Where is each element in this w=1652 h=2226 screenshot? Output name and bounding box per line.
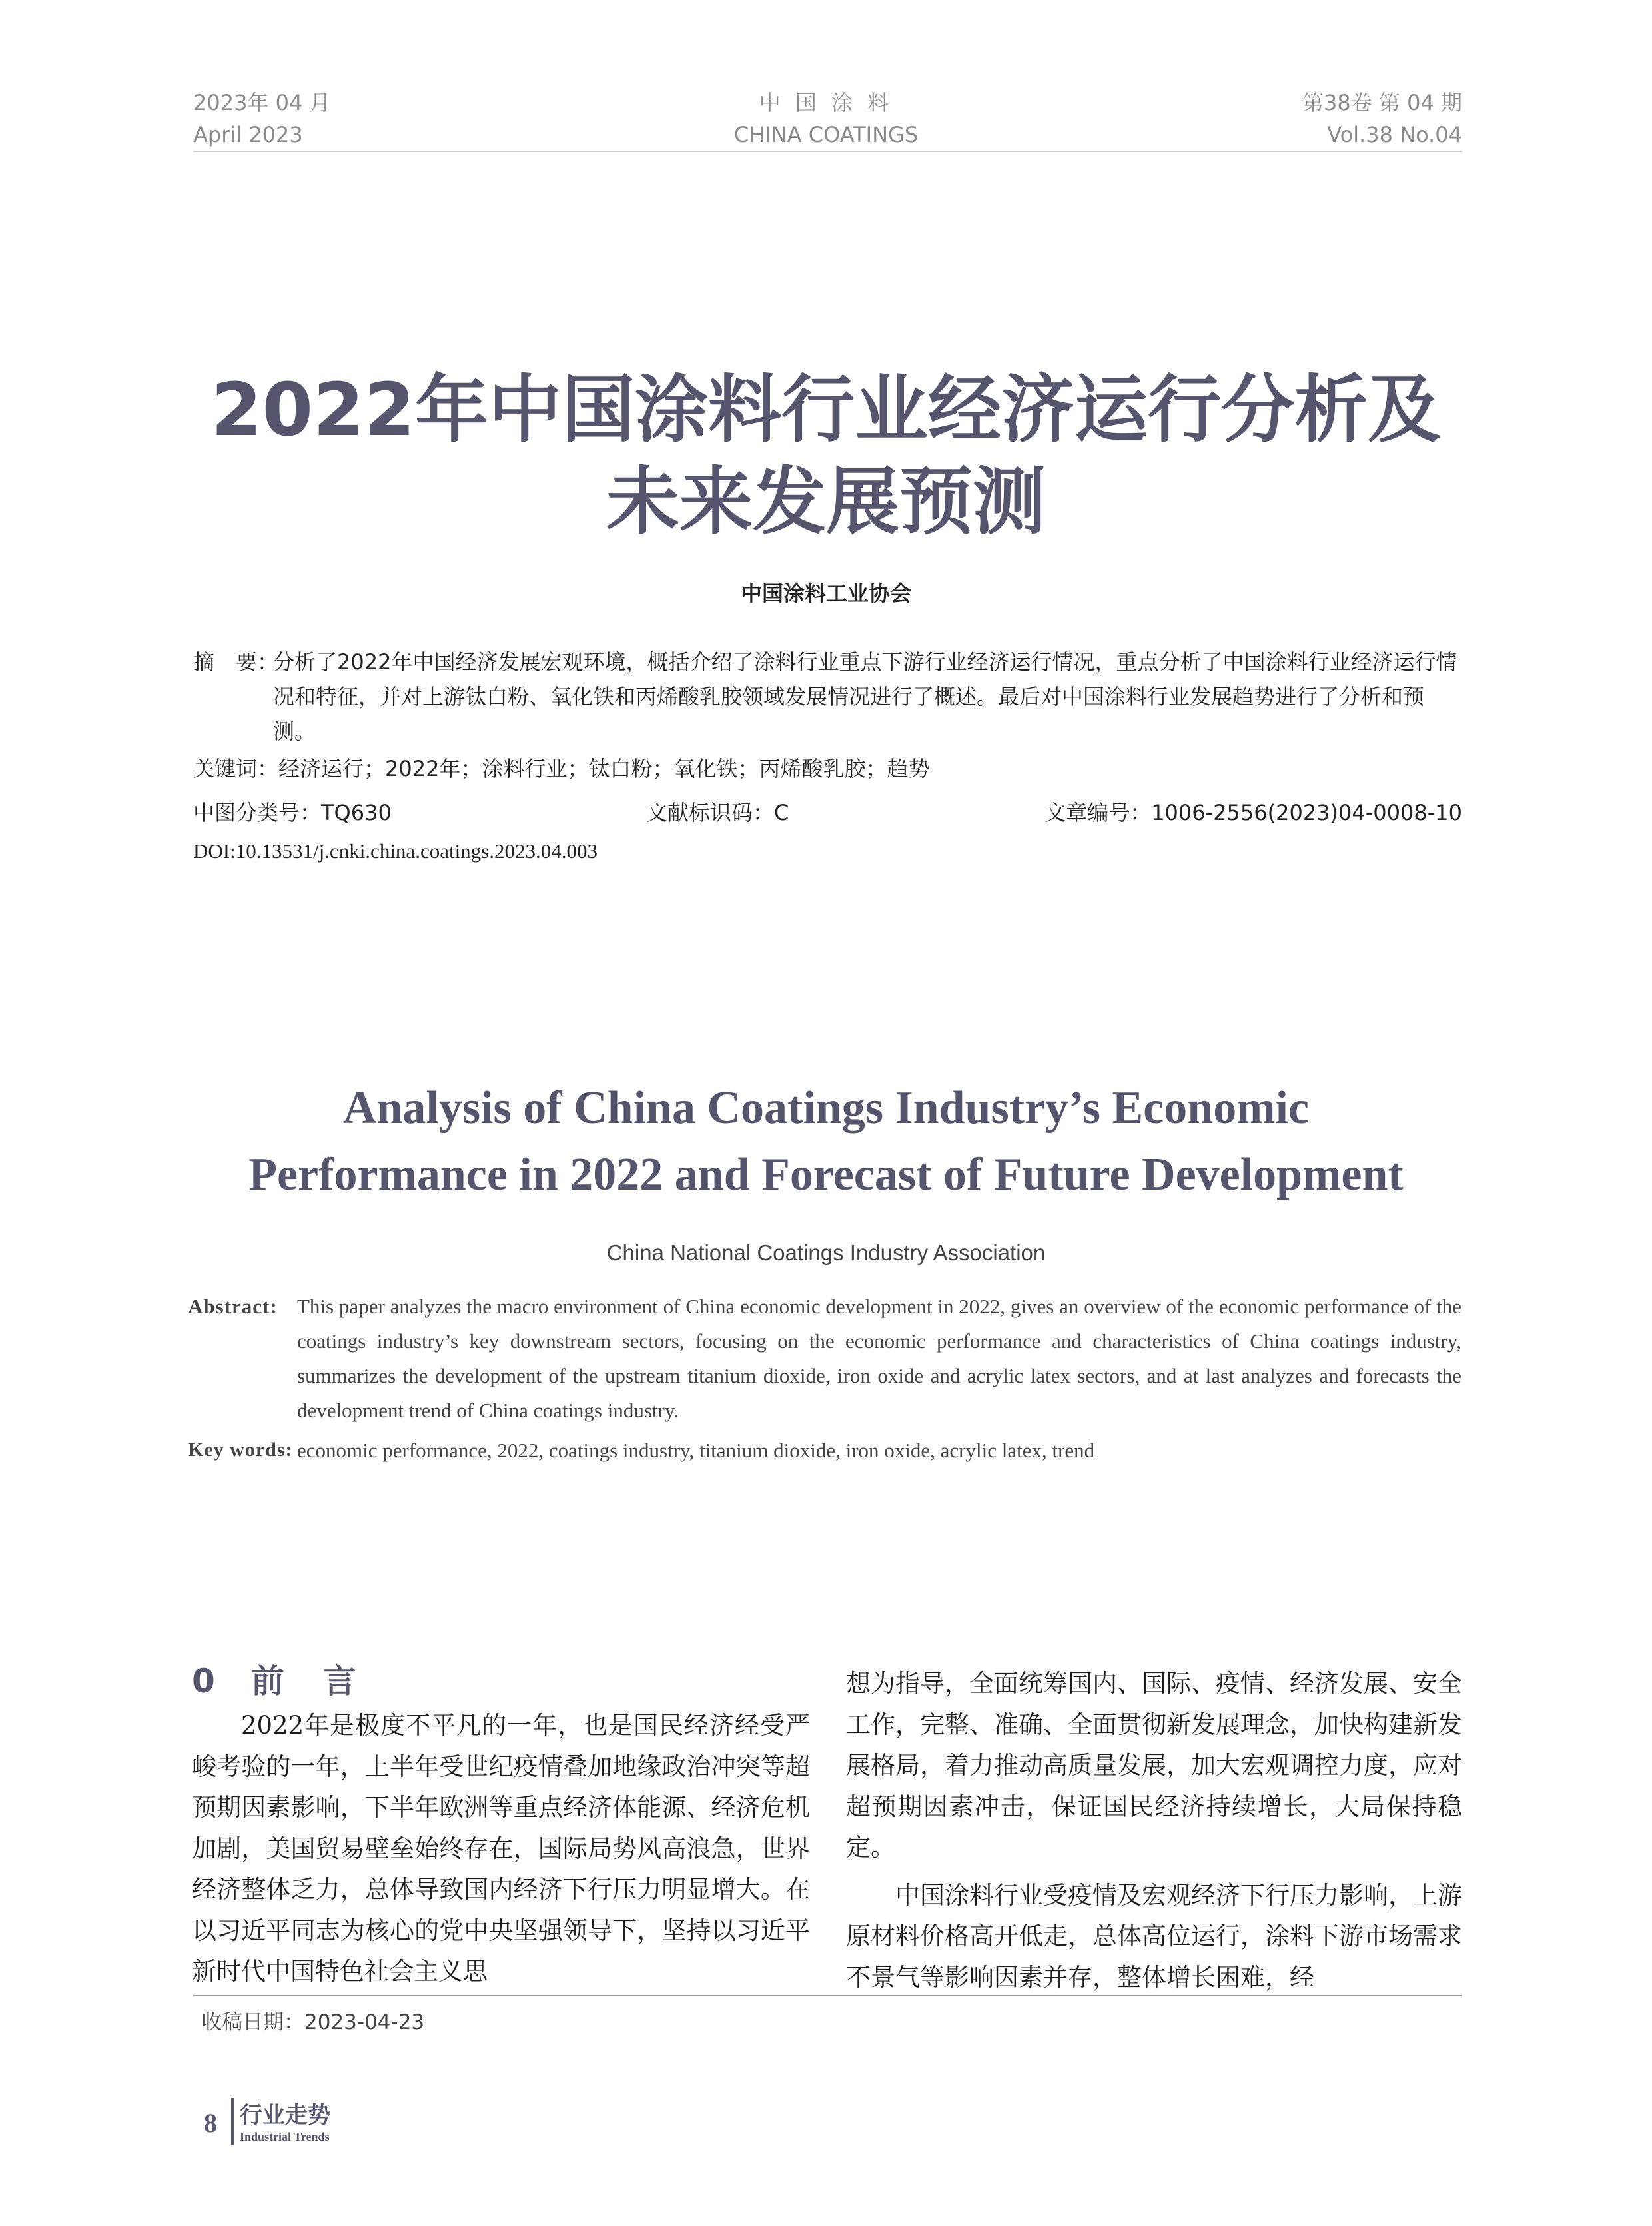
- title-en-line2: Performance in 2022 and Forecast of Future Development: [248, 1149, 1404, 1200]
- header-volume-cn: 第38卷 第 04 期: [1302, 90, 1462, 115]
- header-date-cn: 2023年 04 月: [193, 90, 331, 115]
- footer-section-cn: 行业走势: [240, 2102, 330, 2129]
- keywords-cn-text: 经济运行；2022年；涂料行业；钛白粉；氧化铁；丙烯酸乳胶；趋势: [278, 756, 930, 781]
- received-date: 收稿日期：2023-04-23: [201, 2010, 425, 2034]
- section-title: 前 言: [250, 1662, 359, 1700]
- title-cn-line1: 2022年中国涂料行业经济运行分析及: [210, 367, 1442, 452]
- clc-number: 中图分类号：TQ630: [193, 800, 392, 825]
- body-paragraph: 中国涂料行业受疫情及宏观经济下行压力影响，上游原材料价格高开低走，总体高位运行，涂料下游市场需求不景气等影响因素并存，整体增长困难，经: [846, 1880, 1462, 1992]
- article-number: 文章编号：1006-2556(2023)04-0008-10: [1044, 800, 1462, 825]
- title-cn-line2: 未来发展预测: [606, 459, 1046, 544]
- header-journal-cn: 中 国 涂 料: [759, 90, 893, 115]
- header-date-en: April 2023: [193, 122, 303, 147]
- abstract-en-text: This paper analyzes the macro environment of China economic development in 2022, gives an overview of the economic performance of the coatings industry’s key downstream sectors, focusing on the economic performance and characteristics of China coatings industry, summarizes the development of the upstream titanium dioxide, iron oxide and acrylic latex sectors, and at last analyzes and forecasts the development trend of China coatings industry.: [297, 1295, 1461, 1422]
- author-cn: 中国涂料工业协会: [740, 581, 911, 606]
- body-right-column: [846, 1663, 1462, 1998]
- body-left-column: [192, 1705, 810, 1992]
- header-volume-en: Vol.38 No.04: [1327, 122, 1462, 147]
- header-rule: [193, 151, 1462, 152]
- keywords-en-text: economic performance, 2022, coatings industry, titanium dioxide, iron oxide, acrylic latex, trend: [297, 1439, 1095, 1462]
- footer-section-en: Industrial Trends: [240, 2130, 330, 2143]
- footer-divider: [231, 2098, 234, 2145]
- title-en-line1: Analysis of China Coatings Industry’s Economic: [342, 1082, 1310, 1134]
- page-number: 8: [204, 2108, 217, 2138]
- keywords-cn: [193, 753, 929, 785]
- body-paragraph: 想为指导，全面统筹国内、国际、疫情、经济发展、安全工作，完整、准确、全面贯彻新发展理念，加快构建新发展格局，着力推动高质量发展，加大宏观调控力度，应对超预期因素冲击，保证国民经济持续增长，大局保持稳定。: [846, 1669, 1462, 1862]
- header-journal-en: CHINA COATINGS: [733, 122, 919, 147]
- abstract-en-label: Abstract:: [188, 1295, 278, 1318]
- abstract-cn-text: 分析了2022年中国经济发展宏观环境，概括介绍了涂料行业重点下游行业经济运行情况，重点分析了中国涂料行业经济运行情况和特征，并对上游钛白粉、氧化铁和丙烯酸乳胶领域发展情况进行了概述。最后对中国涂料行业发展趋势进行了分析和预测。: [273, 649, 1457, 744]
- section-heading: [192, 1655, 359, 1702]
- footnote-rule: [193, 1995, 1462, 1996]
- keywords-en-label: Key words:: [188, 1439, 293, 1461]
- doi: DOI:10.13531/j.cnki.china.coatings.2023.04.003: [193, 839, 598, 863]
- document-code: 文献标识码：C: [646, 800, 789, 825]
- body-paragraph: 2022年是极度不平凡的一年，也是国民经济经受严峻考验的一年，上半年受世纪疫情叠加地缘政治冲突等超预期因素影响，下半年欧洲等重点经济体能源、经济危机加剧，美国贸易壁垒始终存在，国际局势风高浪急，世界经济整体乏力，总体导致国内经济下行压力明显增大。在以习近平同志为核心的党中央坚强领导下，坚持以习近平新时代中国特色社会主义思: [192, 1711, 810, 1986]
- author-en: China National Coatings Industry Association: [606, 1240, 1046, 1265]
- keywords-cn-label: 关键词：: [193, 756, 279, 781]
- section-number: 0: [192, 1662, 218, 1700]
- abstract-cn-label: 摘 要：: [193, 649, 279, 675]
